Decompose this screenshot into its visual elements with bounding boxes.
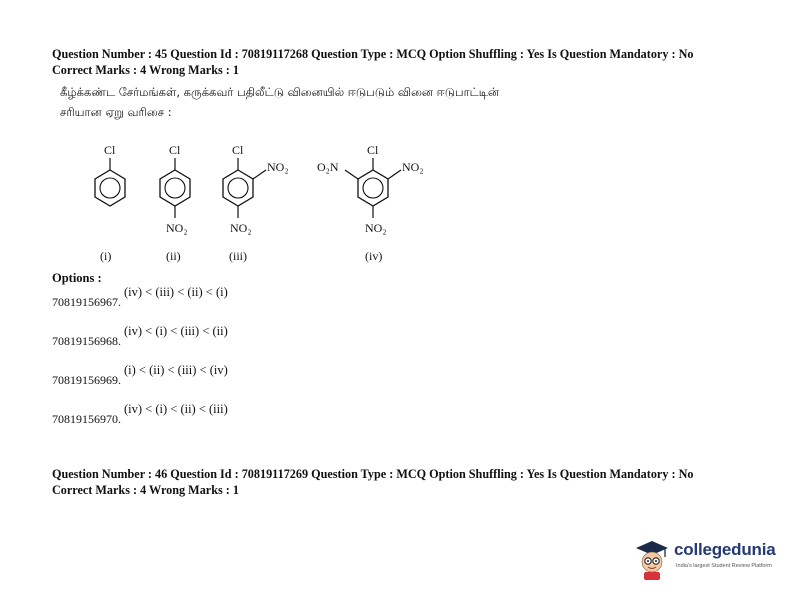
structure-i-substituent-top: Cl (104, 143, 116, 157)
question-text-line-2: சரியான ஏறு வரிசை : (60, 105, 172, 119)
option-1-text: (iv) < (iii) < (ii) < (i) (124, 285, 228, 299)
structure-iii (223, 143, 289, 263)
structure-iii-substituent-top: Cl (232, 143, 244, 157)
option-1[interactable] (52, 285, 228, 310)
option-4[interactable] (52, 402, 228, 427)
structure-iii-substituent-ortho: NO₂ (267, 160, 289, 174)
question-45-meta: Question Number : 45 Question Id : 70819117268 Question Type : MCQ Option Shuffling : Yes Is Question Mandatory : No (52, 47, 694, 61)
mascot-icon (632, 538, 672, 582)
option-3-text: (i) < (ii) < (iii) < (iv) (124, 363, 228, 377)
question-45-header (52, 46, 693, 78)
option-3-id: 70819156969. (52, 373, 121, 387)
question-46-header (52, 466, 693, 498)
chemical-structures (60, 138, 480, 266)
question-45-marks: Correct Marks : 4 Wrong Marks : 1 (52, 63, 239, 77)
option-2-text: (iv) < (i) < (iii) < (ii) (124, 324, 228, 338)
structure-ii-substituent-top: Cl (169, 143, 181, 157)
structure-i (95, 143, 125, 263)
option-2[interactable] (52, 324, 228, 349)
option-4-text: (iv) < (i) < (ii) < (iii) (124, 402, 228, 416)
structure-ii (160, 143, 190, 263)
structure-iv-substituent-bottom: NO₂ (365, 221, 387, 235)
structure-iii-substituent-bottom: NO₂ (230, 221, 252, 235)
options-label: Options : (52, 271, 102, 285)
question-46-meta: Question Number : 46 Question Id : 70819117269 Question Type : MCQ Option Shuffling : Yes Is Question Mandatory : No (52, 467, 694, 481)
structure-iv-substituent-ortho-left: O₂N (317, 160, 339, 174)
option-2-id: 70819156968. (52, 334, 121, 348)
logo-tagline: India's largest Student Review Platform (676, 563, 772, 569)
question-46-marks: Correct Marks : 4 Wrong Marks : 1 (52, 483, 239, 497)
structure-iv (317, 143, 424, 263)
structure-iv-substituent-top: Cl (367, 143, 379, 157)
structure-iii-label: (iii) (229, 249, 247, 263)
option-4-id: 70819156970. (52, 412, 121, 426)
structure-iv-label: (iv) (365, 249, 383, 263)
structure-ii-label: (ii) (166, 249, 181, 263)
collegedunia-watermark (632, 536, 774, 584)
structure-ii-substituent-bottom: NO₂ (166, 221, 188, 235)
logo-name: collegedunia (674, 540, 776, 559)
option-1-id: 70819156967. (52, 295, 121, 309)
option-3[interactable] (52, 363, 228, 388)
structure-iv-substituent-ortho-right: NO₂ (402, 160, 424, 174)
question-text-line-1: கீழ்க்கண்ட சேர்மங்கள், கருக்கவர் பதிலீட்டு வினையில் ஈடுபடும் வினை ஈடுபாட்டின் (60, 85, 500, 99)
structure-i-label: (i) (100, 249, 112, 263)
